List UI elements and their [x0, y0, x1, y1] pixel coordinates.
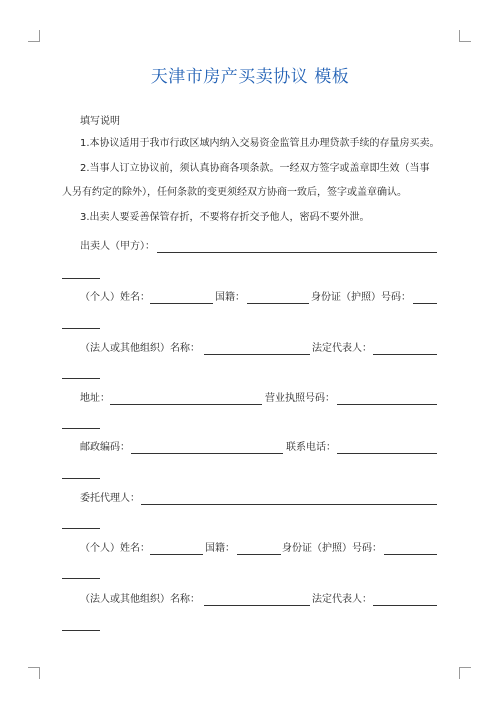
seller-address-field[interactable] [110, 404, 262, 405]
seller-postcode-label: 邮政编码： [80, 442, 130, 453]
crop-mark-top-right [459, 30, 471, 42]
seller-phone-label: 联系电话： [286, 442, 336, 453]
agent-legal-rep-label: 法定代表人： [312, 594, 372, 605]
seller-address-label: 地址： [80, 393, 110, 404]
agent-legal-rep-field-continued[interactable] [62, 630, 100, 631]
seller-legal-rep-label: 法定代表人： [312, 343, 372, 354]
seller-legal-rep-field[interactable] [373, 354, 437, 355]
seller-nationality-label: 国籍： [215, 292, 245, 303]
seller-id-field[interactable] [413, 303, 437, 304]
seller-personal-name-label: （个人）姓名： [80, 292, 150, 303]
seller-phone-field-continued[interactable] [62, 478, 100, 479]
crop-mark-top-left [28, 30, 40, 42]
seller-org-name-label: （法人或其他组织）名称： [80, 343, 200, 354]
seller-nationality-field[interactable] [247, 303, 309, 304]
seller-id-field-continued[interactable] [62, 328, 100, 329]
agent-legal-rep-field[interactable] [373, 605, 437, 606]
instruction-item-3: 3.出卖人要妥善保管存折，不要将存折交予他人，密码不要外泄。 [80, 212, 370, 223]
agent-label: 委托代理人： [80, 493, 140, 504]
agent-id-field[interactable] [384, 554, 437, 555]
seller-id-label: 身份证（护照）号码： [311, 292, 411, 303]
seller-postcode-field[interactable] [131, 453, 283, 454]
agent-org-name-field[interactable] [204, 605, 310, 606]
agent-nationality-field[interactable] [237, 554, 281, 555]
agent-id-field-continued[interactable] [62, 578, 100, 579]
crop-mark-bottom-right [459, 667, 471, 679]
document-title: 天津市房产买卖协议 模板 [150, 67, 350, 87]
instruction-item-2-line-1: 2.当事人订立协议前，须认真协商各项条款。一经双方签字或盖章即生效（当事 [80, 163, 430, 174]
crop-mark-bottom-left [28, 667, 40, 679]
seller-legal-rep-field-continued[interactable] [62, 378, 100, 379]
seller-label: 出卖人（甲方）： [80, 241, 155, 252]
instruction-item-1: 1.本协议适用于我市行政区域内纳入交易资金监管且办理贷款手续的存量房买卖。 [80, 138, 440, 149]
seller-license-label: 营业执照号码： [265, 393, 335, 404]
seller-license-field-continued[interactable] [62, 428, 100, 429]
seller-name-field[interactable] [157, 252, 437, 253]
agent-org-name-label: （法人或其他组织）名称： [80, 594, 200, 605]
agent-name-field[interactable] [141, 504, 437, 505]
instruction-item-2-line-2: 人另有约定的除外），任何条款的变更须经双方协商一致后，签字或盖章确认。 [62, 187, 407, 198]
seller-phone-field[interactable] [337, 453, 437, 454]
agent-name-field-continued[interactable] [62, 528, 100, 529]
agent-personal-name-field[interactable] [150, 554, 203, 555]
agent-personal-name-label: （个人）姓名： [80, 543, 150, 554]
agent-id-label: 身份证（护照）号码： [282, 543, 382, 554]
seller-personal-name-field[interactable] [150, 303, 213, 304]
seller-org-name-field[interactable] [204, 354, 310, 355]
seller-name-field-continued[interactable] [62, 278, 100, 279]
agent-nationality-label: 国籍： [205, 543, 235, 554]
seller-license-field[interactable] [337, 404, 437, 405]
instructions-heading: 填写说明 [80, 116, 120, 127]
